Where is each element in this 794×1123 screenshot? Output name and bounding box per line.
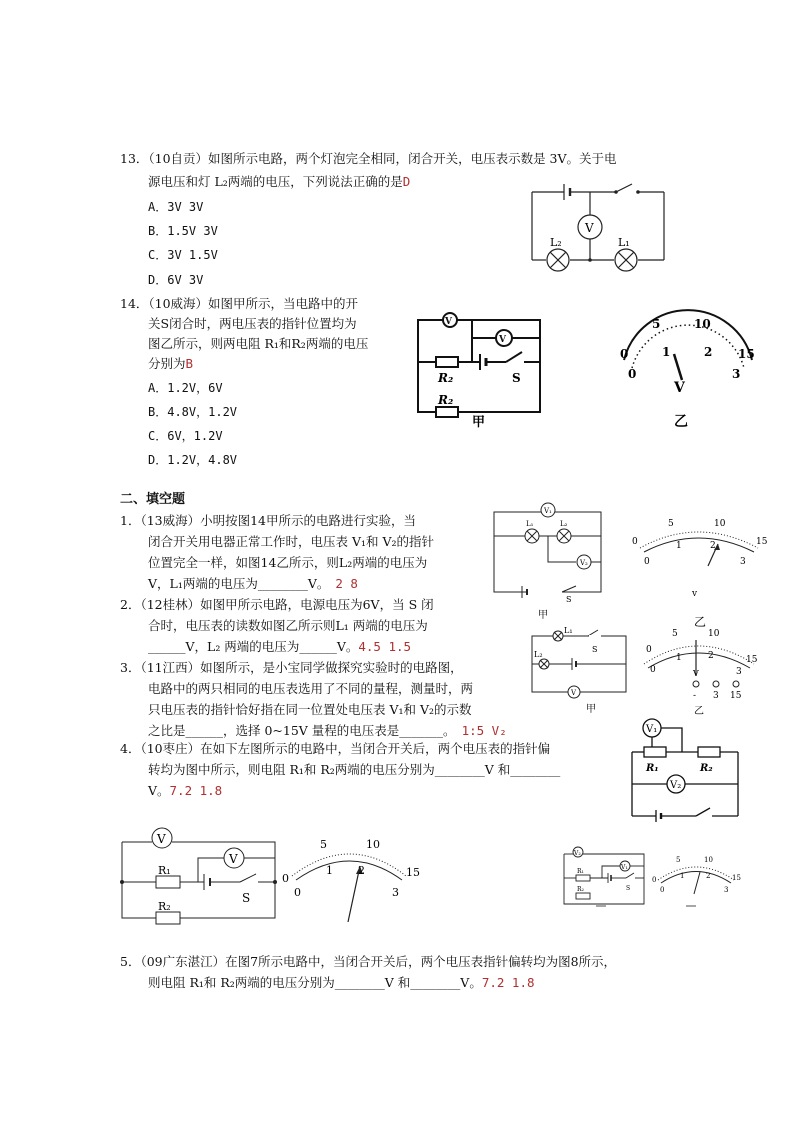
q14-fig-switch-label: S bbox=[512, 371, 521, 385]
f3-answer: 1:5 V₂ bbox=[461, 723, 507, 738]
f1-fig-v2-label: V₂ bbox=[580, 559, 588, 567]
f4-fig-v-label: V bbox=[157, 832, 166, 846]
f1-fig-switch-label: S bbox=[566, 595, 572, 604]
f4-small-meter-bottom-0: 0 bbox=[660, 886, 665, 894]
f2-meter-unit: V bbox=[693, 669, 699, 678]
f4-line-3 bbox=[148, 783, 222, 799]
f2-meter-caption: 乙 bbox=[694, 706, 704, 717]
f3-line-1: 3．（11江西）如图所示，是小宝同学做探究实验时的电路图， bbox=[120, 660, 463, 675]
q14-fig-r2-label: R₂ bbox=[438, 371, 454, 385]
f5-line-2 bbox=[148, 975, 535, 991]
f4-small-circuit-figure bbox=[562, 846, 652, 908]
q14-meter-top-5: 5 bbox=[652, 317, 661, 331]
q14-meter-bottom-0: 0 bbox=[628, 367, 637, 381]
q14-meter-top-15: 15 bbox=[738, 347, 755, 361]
q14-meter-figure bbox=[612, 310, 762, 435]
f4-circuit-figure bbox=[120, 826, 280, 922]
f3-fig-v1-label: V₁ bbox=[646, 724, 658, 735]
q13-fig-l2-label: L₂ bbox=[550, 236, 562, 249]
q14-option-b: B．4.8V，1.2V bbox=[148, 405, 238, 419]
f4-meter-bottom-0: 0 bbox=[294, 886, 301, 899]
f4-line-2: 转均为图中所示，则电阻 R₁和 R₂两端的电压分别为________V 和________ bbox=[148, 762, 561, 777]
f2-fig-switch-label: S bbox=[592, 645, 598, 654]
q14-meter-bottom-2: 2 bbox=[704, 345, 713, 359]
q13-fig-l1-label: L₁ bbox=[618, 236, 630, 249]
f2-stem: ______V，L₂ 两端的电压为______V。 bbox=[148, 639, 359, 654]
q13-option-b: B．1.5V 3V bbox=[148, 224, 218, 238]
f4-answer: 7.2 1.8 bbox=[169, 783, 223, 798]
q13-answer: D bbox=[402, 174, 411, 189]
f1-fig-l2-label: L₂ bbox=[560, 520, 568, 528]
q14-line-2: 关S闭合时，两电压表的指针位置均为 bbox=[148, 316, 357, 331]
f1-circuit-figure bbox=[492, 500, 607, 620]
f3-line-2: 电路中的两只相同的电压表选用了不同的量程，测量时，两 bbox=[148, 681, 474, 696]
q14-meter-needle bbox=[674, 354, 682, 380]
f1-fig-l1-label: L₁ bbox=[526, 520, 534, 528]
f2-meter-bottom-2: 2 bbox=[708, 651, 714, 661]
f2-fig-caption: 甲 bbox=[586, 704, 596, 715]
f2-meter-top-5: 5 bbox=[672, 629, 678, 639]
q13-line-1: 13．（10自贡）如图所示电路，两个灯泡完全相同，闭合开关，电压表示数是 3V。关于电 bbox=[120, 151, 617, 166]
f4-small-meter-bottom-2: 2 bbox=[706, 872, 711, 880]
f4-small-meter-top-15: 15 bbox=[732, 874, 741, 882]
svg-text:V: V bbox=[499, 335, 506, 345]
f1-meter-caption: 乙 bbox=[694, 615, 707, 629]
q14-answer: B bbox=[185, 356, 194, 371]
q14-meter-top-0: 0 bbox=[620, 347, 629, 361]
f4-small-r2-label: R₂ bbox=[577, 886, 584, 893]
f2-answer: 4.5 1.5 bbox=[358, 639, 412, 654]
q14-meter-bottom-1: 1 bbox=[662, 345, 671, 359]
q14-fig-caption: 甲 bbox=[472, 415, 486, 430]
q14-option-a: A．1.2V，6V bbox=[148, 381, 223, 395]
q14-line-1: 14．（10威海）如图甲所示，当电路中的开 bbox=[120, 296, 359, 311]
q14-meter-top-10: 10 bbox=[694, 317, 711, 331]
q14-circuit-figure bbox=[412, 312, 547, 432]
q13-option-c: C．3V 1.5V bbox=[148, 248, 218, 262]
q14-stem: 分别为 bbox=[148, 356, 186, 371]
f2-meter-term-neg: - bbox=[693, 691, 697, 701]
f1-answer: 2 8 bbox=[335, 576, 358, 591]
f4-small-meter-figure bbox=[652, 852, 740, 910]
f1-meter-top-5: 5 bbox=[668, 519, 674, 529]
f2-circuit-figure bbox=[530, 624, 630, 716]
f3-fig-v2-label: V₂ bbox=[670, 780, 682, 791]
svg-text:V: V bbox=[445, 317, 452, 327]
f2-line-3 bbox=[148, 639, 411, 655]
f1-line-4 bbox=[148, 576, 358, 592]
q14-fig-r2-bottom-label: R₂ bbox=[438, 393, 454, 407]
f3-circuit-figure bbox=[630, 716, 742, 826]
f4-small-meter-needle bbox=[694, 872, 700, 894]
f2-meter-bottom-1: 1 bbox=[676, 653, 682, 663]
f4-meter-bottom-3: 3 bbox=[392, 886, 399, 899]
f3-stem: 之比是______，选择 0~15V 量程的电压表是_______。 bbox=[148, 723, 456, 738]
f4-small-v2-label: V₂ bbox=[574, 850, 581, 857]
q14-option-d: D．1.2V，4.8V bbox=[148, 453, 238, 467]
f4-meter-bottom-1: 1 bbox=[326, 864, 333, 877]
f3-fig-r2-label: R₂ bbox=[700, 763, 713, 774]
q14-meter-caption: 乙 bbox=[674, 414, 688, 430]
f3-line-4 bbox=[148, 723, 507, 739]
q14-line-4 bbox=[148, 356, 193, 372]
section-title: 二、填空题 bbox=[120, 492, 186, 507]
f4-line-1: 4．（10枣庄）在如下左图所示的电路中，当闭合开关后，两个电压表的指针偏 bbox=[120, 741, 551, 756]
f1-stem: V，L₁两端的电压为________V。 bbox=[148, 576, 330, 591]
f2-meter-bottom-0: 0 bbox=[650, 665, 656, 675]
f1-fig-caption: 甲 bbox=[538, 610, 548, 621]
f1-line-3: 位置完全一样，如图14乙所示，则L₂两端的电压为 bbox=[148, 555, 428, 570]
f1-meter-bottom-1: 1 bbox=[676, 541, 682, 551]
q13-line-2 bbox=[148, 174, 410, 190]
f4-meter-top-5: 5 bbox=[320, 838, 327, 851]
f2-line-1: 2．（12桂林）如图甲所示电路，电源电压为6V，当 S 闭 bbox=[120, 597, 434, 612]
q14-line-3: 图乙所示，则两电阻 R₁和R₂两端的电压 bbox=[148, 336, 369, 351]
f5-stem: 则电阻 R₁和 R₂两端的电压分别为________V 和________V。 bbox=[148, 975, 482, 990]
f4-small-meter-bottom-1: 1 bbox=[680, 872, 685, 880]
q13-option-a: A．3V 3V bbox=[148, 200, 204, 214]
f4-meter-top-15: 15 bbox=[406, 866, 420, 879]
f1-meter-figure bbox=[628, 518, 768, 636]
f2-fig-l2-label: L₂ bbox=[534, 650, 543, 659]
f4-meter-top-0: 0 bbox=[282, 872, 289, 885]
f2-meter-term-15: 15 bbox=[730, 691, 742, 701]
f4-small-r1-label: R₁ bbox=[577, 868, 584, 875]
f1-line-1: 1．（13威海）小明按图14甲所示的电路进行实验，当 bbox=[120, 513, 417, 528]
f4-meter-figure bbox=[278, 836, 418, 928]
f4-small-switch-label: S bbox=[626, 885, 631, 892]
f1-meter-bottom-0: 0 bbox=[644, 557, 650, 567]
q13-stem: 源电压和灯 L₂两端的电压，下列说法正确的是 bbox=[148, 174, 403, 189]
f4-fig-r1-label: R₁ bbox=[158, 864, 171, 877]
f3-line-3: 只电压表的指针恰好指在同一位置处电压表 V₁和 V₂的示数 bbox=[148, 702, 472, 717]
f1-meter-top-0: 0 bbox=[632, 537, 638, 547]
f2-meter-top-15: 15 bbox=[746, 655, 758, 665]
f4-fig-r2-label: R₂ bbox=[158, 900, 171, 913]
f1-meter-unit: v bbox=[692, 589, 698, 599]
f4-small-v1-label: V₁ bbox=[621, 864, 628, 871]
f4-stem: V。 bbox=[148, 783, 170, 798]
f2-meter-bottom-3: 3 bbox=[736, 667, 742, 677]
f2-line-2: 合时，电压表的读数如图乙所示则L₁ 两端的电压为 bbox=[148, 618, 428, 633]
q14-option-c: C．6V，1.2V bbox=[148, 429, 223, 443]
q13-circuit-figure bbox=[528, 180, 668, 275]
f4-fig-switch-label: S bbox=[242, 891, 251, 905]
f2-meter-top-0: 0 bbox=[646, 645, 652, 655]
f2-meter-top-10: 10 bbox=[708, 629, 720, 639]
f4-small-meter-bottom-3: 3 bbox=[724, 886, 729, 894]
f1-fig-v1-label: V₁ bbox=[544, 507, 552, 515]
q13-fig-voltmeter-label: V bbox=[585, 221, 594, 235]
f2-fig-voltmeter-label: V bbox=[571, 689, 577, 697]
f5-answer: 7.2 1.8 bbox=[481, 975, 535, 990]
f1-meter-top-15: 15 bbox=[756, 537, 768, 547]
f4-small-meter-top-10: 10 bbox=[704, 856, 713, 864]
f3-fig-r1-label: R₁ bbox=[646, 763, 659, 774]
f4-small-meter-top-5: 5 bbox=[676, 856, 681, 864]
f1-meter-bottom-3: 3 bbox=[740, 557, 746, 567]
f1-meter-bottom-2: 2 bbox=[710, 541, 716, 551]
f5-line-1: 5．（09广东湛江）在图7所示电路中，当闭合开关后，两个电压表指针偏转均为图8所示， bbox=[120, 954, 617, 969]
q14-meter-bottom-3: 3 bbox=[732, 367, 741, 381]
f4-fig-v2-label: V bbox=[229, 852, 238, 866]
f2-fig-l1-label: L₁ bbox=[564, 626, 573, 635]
f2-meter-term-3: 3 bbox=[713, 691, 719, 701]
f1-line-2: 闭合开关用电器正常工作时，电压表 V₁和 V₂的指针 bbox=[148, 534, 435, 549]
f4-small-meter-top-0: 0 bbox=[652, 876, 657, 884]
f4-meter-bottom-2: 2 bbox=[358, 864, 365, 877]
f2-meter-figure bbox=[636, 624, 766, 719]
q14-meter-unit: V bbox=[674, 380, 685, 396]
q13-option-d: D．6V 3V bbox=[148, 273, 204, 287]
f1-meter-top-10: 10 bbox=[714, 519, 726, 529]
f4-meter-top-10: 10 bbox=[366, 838, 380, 851]
